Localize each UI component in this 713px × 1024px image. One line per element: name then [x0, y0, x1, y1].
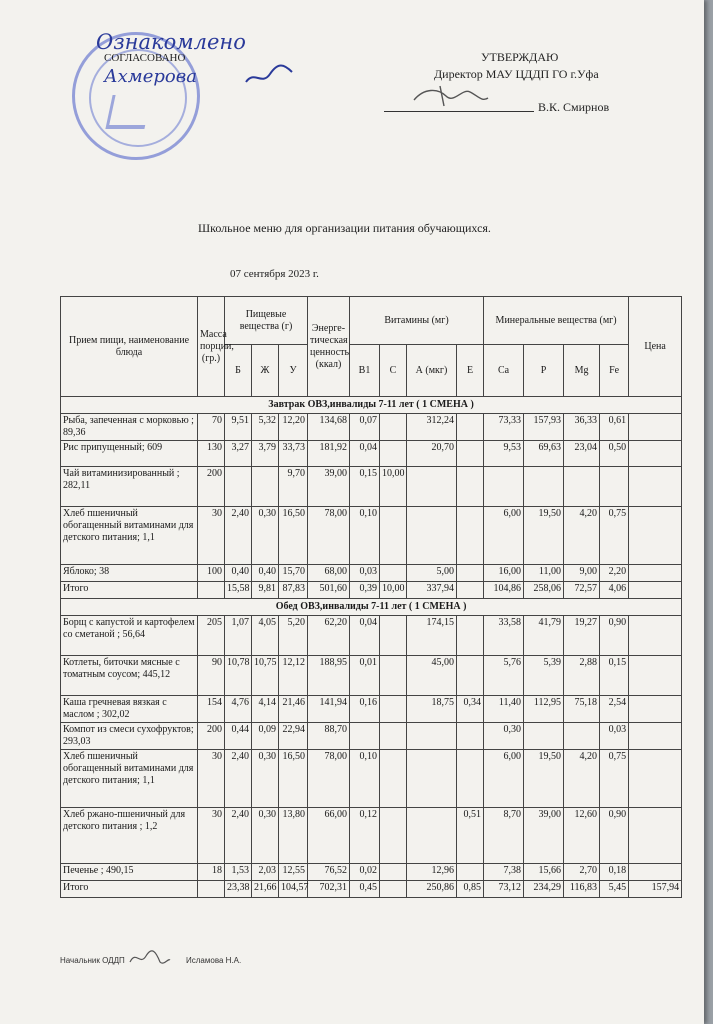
value-cell: 76,52 [308, 864, 350, 881]
value-cell [198, 881, 225, 898]
value-cell: 141,94 [308, 696, 350, 723]
value-cell [629, 582, 682, 599]
value-cell: 2,54 [600, 696, 629, 723]
value-cell: 0,75 [600, 750, 629, 808]
header-b: Б [225, 345, 252, 397]
value-cell: 100 [198, 565, 225, 582]
value-cell: 30 [198, 750, 225, 808]
value-cell: 90 [198, 656, 225, 696]
value-cell: 5,00 [407, 565, 457, 582]
value-cell: 337,94 [407, 582, 457, 599]
value-cell: 19,50 [524, 750, 564, 808]
header-mg: Mg [564, 345, 600, 397]
value-cell [457, 750, 484, 808]
value-cell: 19,27 [564, 616, 600, 656]
value-cell: 0,75 [600, 507, 629, 565]
value-cell: 157,94 [629, 881, 682, 898]
total-row [61, 582, 682, 599]
table-row [61, 467, 682, 507]
value-cell: 0,30 [252, 750, 279, 808]
value-cell: 5,45 [600, 881, 629, 898]
value-cell [629, 467, 682, 507]
value-cell: 78,00 [308, 750, 350, 808]
handwritten-signature-left: Ахмерова [104, 66, 197, 87]
value-cell: 18 [198, 864, 225, 881]
value-cell [457, 441, 484, 467]
value-cell: 16,50 [279, 750, 308, 808]
dish-name-cell: Хлеб пшеничный обогащенный витаминами для детского питания; 1,1 [61, 507, 198, 565]
value-cell: 78,00 [308, 507, 350, 565]
value-cell [225, 467, 252, 507]
value-cell: 0,12 [350, 808, 380, 864]
value-cell: 0,61 [600, 414, 629, 441]
value-cell [629, 723, 682, 750]
document-title: Школьное меню для организации питания обучающихся. [198, 221, 491, 235]
table-row [61, 507, 682, 565]
value-cell [380, 750, 407, 808]
total-row [61, 881, 682, 898]
value-cell [457, 467, 484, 507]
table-row [61, 441, 682, 467]
value-cell [457, 414, 484, 441]
value-cell: 0,44 [225, 723, 252, 750]
value-cell: 62,20 [308, 616, 350, 656]
dish-name-cell: Хлеб ржано-пшеничный для детского питания ; 1,2 [61, 808, 198, 864]
value-cell: 10,75 [252, 656, 279, 696]
header-minerals: Минеральные вещества (мг) [484, 297, 629, 345]
value-cell [457, 864, 484, 881]
value-cell: 41,79 [524, 616, 564, 656]
value-cell [457, 656, 484, 696]
value-cell: 0,90 [600, 616, 629, 656]
value-cell: 0,18 [600, 864, 629, 881]
value-cell [457, 723, 484, 750]
value-cell: 13,80 [279, 808, 308, 864]
value-cell: 0,51 [457, 808, 484, 864]
value-cell: 0,15 [350, 467, 380, 507]
value-cell: 9,53 [484, 441, 524, 467]
value-cell [629, 696, 682, 723]
value-cell: 10,78 [225, 656, 252, 696]
value-cell [524, 467, 564, 507]
value-cell: 5,76 [484, 656, 524, 696]
dish-name-cell: Хлеб пшеничный обогащенный витаминами для детского питания; 1,1 [61, 750, 198, 808]
value-cell: 12,60 [564, 808, 600, 864]
value-cell [380, 864, 407, 881]
value-cell: 10,00 [380, 582, 407, 599]
section-header-row [61, 599, 682, 616]
value-cell: 6,00 [484, 750, 524, 808]
value-cell: 205 [198, 616, 225, 656]
value-cell [629, 808, 682, 864]
value-cell: 188,95 [308, 656, 350, 696]
value-cell: 12,55 [279, 864, 308, 881]
value-cell: 104,57 [279, 881, 308, 898]
value-cell [629, 750, 682, 808]
value-cell: 2,70 [564, 864, 600, 881]
value-cell: 1,53 [225, 864, 252, 881]
value-cell: 0,07 [350, 414, 380, 441]
value-cell: 7,38 [484, 864, 524, 881]
menu-date: 07 сентября 2023 г. [230, 268, 319, 280]
value-cell: 174,15 [407, 616, 457, 656]
footer-name: Исламова Н.А. [186, 956, 242, 965]
dish-name-cell: Котлеты, биточки мясные с томатным соусом; 445,12 [61, 656, 198, 696]
header-a: А (мкг) [407, 345, 457, 397]
value-cell: 0,15 [600, 656, 629, 696]
value-cell [380, 507, 407, 565]
value-cell: 4,20 [564, 750, 600, 808]
value-cell [198, 582, 225, 599]
value-cell: 258,06 [524, 582, 564, 599]
value-cell [629, 864, 682, 881]
handwritten-acknowledged: Ознакомлено [96, 30, 246, 54]
value-cell: 39,00 [524, 808, 564, 864]
header-fe: Fe [600, 345, 629, 397]
value-cell: 0,45 [350, 881, 380, 898]
value-cell [380, 414, 407, 441]
value-cell: 21,66 [252, 881, 279, 898]
header-mass: Масса порции, (гр.) [198, 297, 225, 397]
value-cell: 88,70 [308, 723, 350, 750]
table-row [61, 723, 682, 750]
value-cell: 69,63 [524, 441, 564, 467]
value-cell: 4,76 [225, 696, 252, 723]
header-ca: Са [484, 345, 524, 397]
value-cell [252, 467, 279, 507]
value-cell: 5,20 [279, 616, 308, 656]
value-cell [457, 582, 484, 599]
value-cell: 134,68 [308, 414, 350, 441]
value-cell: 130 [198, 441, 225, 467]
table-row [61, 864, 682, 881]
value-cell: 12,96 [407, 864, 457, 881]
value-cell: 0,90 [600, 808, 629, 864]
value-cell: 0,03 [350, 565, 380, 582]
value-cell: 0,50 [600, 441, 629, 467]
value-cell [629, 414, 682, 441]
dish-name-cell: Рис припущенный; 609 [61, 441, 198, 467]
value-cell: 0,04 [350, 616, 380, 656]
value-cell [380, 881, 407, 898]
value-cell [629, 656, 682, 696]
dish-name-cell: Итого [61, 881, 198, 898]
value-cell [380, 696, 407, 723]
value-cell [407, 808, 457, 864]
value-cell [600, 467, 629, 507]
menu-table [60, 296, 682, 898]
dish-name-cell: Чай витаминизированный ; 282,11 [61, 467, 198, 507]
table-row [61, 808, 682, 864]
value-cell: 0,01 [350, 656, 380, 696]
value-cell: 0,02 [350, 864, 380, 881]
value-cell: 68,00 [308, 565, 350, 582]
director-signature [410, 82, 490, 112]
value-cell: 15,58 [225, 582, 252, 599]
value-cell [629, 565, 682, 582]
value-cell: 9,81 [252, 582, 279, 599]
value-cell: 22,94 [279, 723, 308, 750]
value-cell: 11,40 [484, 696, 524, 723]
value-cell: 20,70 [407, 441, 457, 467]
value-cell: 157,93 [524, 414, 564, 441]
value-cell: 250,86 [407, 881, 457, 898]
header-zh: Ж [252, 345, 279, 397]
value-cell [380, 723, 407, 750]
value-cell: 73,12 [484, 881, 524, 898]
value-cell [629, 507, 682, 565]
table-row [61, 565, 682, 582]
value-cell: 30 [198, 808, 225, 864]
header-price: Цена [629, 297, 682, 397]
value-cell: 87,83 [279, 582, 308, 599]
value-cell: 116,83 [564, 881, 600, 898]
value-cell: 45,00 [407, 656, 457, 696]
value-cell [380, 565, 407, 582]
value-cell [457, 616, 484, 656]
value-cell: 70 [198, 414, 225, 441]
value-cell: 12,20 [279, 414, 308, 441]
header-e: Е [457, 345, 484, 397]
value-cell [484, 467, 524, 507]
value-cell: 0,04 [350, 441, 380, 467]
header-u: У [279, 345, 308, 397]
table-row [61, 750, 682, 808]
value-cell: 0,40 [252, 565, 279, 582]
value-cell [564, 723, 600, 750]
value-cell [629, 441, 682, 467]
dish-name-cell: Печенье ; 490,15 [61, 864, 198, 881]
value-cell: 0,40 [225, 565, 252, 582]
value-cell: 5,39 [524, 656, 564, 696]
table-row [61, 414, 682, 441]
value-cell: 33,58 [484, 616, 524, 656]
value-cell: 0,39 [350, 582, 380, 599]
dish-name-cell: Каша гречневая вязкая с маслом ; 302,02 [61, 696, 198, 723]
value-cell: 200 [198, 723, 225, 750]
header-p: Р [524, 345, 564, 397]
dish-name-cell: Итого [61, 582, 198, 599]
header-meal: Прием пищи, наименование блюда [61, 297, 198, 397]
value-cell: 4,14 [252, 696, 279, 723]
value-cell: 16,00 [484, 565, 524, 582]
section-title: Обед ОВЗ,инвалиды 7-11 лет ( 1 СМЕНА ) [61, 599, 682, 616]
value-cell: 0,10 [350, 750, 380, 808]
value-cell: 4,20 [564, 507, 600, 565]
value-cell: 4,05 [252, 616, 279, 656]
dish-name-cell: Рыба, запеченная с морковью ; 89,36 [61, 414, 198, 441]
value-cell: 73,33 [484, 414, 524, 441]
header-nutrients: Пищевые вещества (г) [225, 297, 308, 345]
value-cell: 2,40 [225, 750, 252, 808]
table-row [61, 696, 682, 723]
header-energy: Энерге-тическая ценность (ккал) [308, 297, 350, 397]
value-cell [407, 723, 457, 750]
value-cell [407, 507, 457, 565]
value-cell: 4,06 [600, 582, 629, 599]
value-cell [524, 723, 564, 750]
value-cell: 2,40 [225, 507, 252, 565]
value-cell: 702,31 [308, 881, 350, 898]
value-cell: 19,50 [524, 507, 564, 565]
dish-name-cell: Борщ с капустой и картофелем со сметаной ; 56,64 [61, 616, 198, 656]
signature-line [384, 111, 534, 112]
value-cell: 15,66 [524, 864, 564, 881]
value-cell: 234,29 [524, 881, 564, 898]
value-cell: 18,75 [407, 696, 457, 723]
value-cell: 3,79 [252, 441, 279, 467]
value-cell: 200 [198, 467, 225, 507]
value-cell: 36,33 [564, 414, 600, 441]
value-cell: 39,00 [308, 467, 350, 507]
value-cell: 2,03 [252, 864, 279, 881]
value-cell: 16,50 [279, 507, 308, 565]
value-cell [564, 467, 600, 507]
value-cell [457, 507, 484, 565]
signature-scribble-left [244, 60, 294, 90]
value-cell: 3,27 [225, 441, 252, 467]
value-cell: 312,24 [407, 414, 457, 441]
header-vitamins: Витамины (мг) [350, 297, 484, 345]
value-cell: 0,30 [252, 507, 279, 565]
approval-left-title: СОГЛАСОВАНО [104, 52, 186, 64]
value-cell: 6,00 [484, 507, 524, 565]
value-cell: 0,30 [484, 723, 524, 750]
value-cell [350, 723, 380, 750]
footer-position: Начальник ОДДП [60, 956, 125, 965]
value-cell [380, 616, 407, 656]
table-row [61, 616, 682, 656]
value-cell: 0,34 [457, 696, 484, 723]
value-cell: 30 [198, 507, 225, 565]
dish-name-cell: Яблоко; 38 [61, 565, 198, 582]
value-cell: 2,20 [600, 565, 629, 582]
value-cell: 12,12 [279, 656, 308, 696]
value-cell [407, 750, 457, 808]
value-cell: 9,00 [564, 565, 600, 582]
value-cell: 501,60 [308, 582, 350, 599]
value-cell: 66,00 [308, 808, 350, 864]
value-cell: 0,09 [252, 723, 279, 750]
value-cell: 1,07 [225, 616, 252, 656]
approval-right-title: УТВЕРЖДАЮ [481, 50, 559, 64]
value-cell [380, 656, 407, 696]
value-cell: 9,70 [279, 467, 308, 507]
header-b1: В1 [350, 345, 380, 397]
value-cell: 2,88 [564, 656, 600, 696]
table-row [61, 656, 682, 696]
value-cell: 0,03 [600, 723, 629, 750]
value-cell: 0,30 [252, 808, 279, 864]
value-cell [629, 616, 682, 656]
value-cell: 112,95 [524, 696, 564, 723]
value-cell: 72,57 [564, 582, 600, 599]
value-cell: 21,46 [279, 696, 308, 723]
value-cell [407, 467, 457, 507]
director-position: Директор МАУ ЦДДП ГО г.Уфа [434, 67, 599, 81]
value-cell: 104,86 [484, 582, 524, 599]
value-cell: 15,70 [279, 565, 308, 582]
value-cell: 23,38 [225, 881, 252, 898]
footer-signature [128, 948, 172, 968]
value-cell: 8,70 [484, 808, 524, 864]
value-cell: 154 [198, 696, 225, 723]
value-cell: 0,16 [350, 696, 380, 723]
section-header-row [61, 397, 682, 414]
value-cell: 2,40 [225, 808, 252, 864]
value-cell: 23,04 [564, 441, 600, 467]
value-cell: 0,85 [457, 881, 484, 898]
value-cell [380, 441, 407, 467]
director-name: В.К. Смирнов [538, 100, 610, 114]
value-cell [380, 808, 407, 864]
section-title: Завтрак ОВЗ,инвалиды 7-11 лет ( 1 СМЕНА ) [61, 397, 682, 414]
value-cell: 75,18 [564, 696, 600, 723]
value-cell [457, 565, 484, 582]
value-cell: 181,92 [308, 441, 350, 467]
value-cell: 0,10 [350, 507, 380, 565]
value-cell: 5,32 [252, 414, 279, 441]
value-cell: 33,73 [279, 441, 308, 467]
value-cell: 9,51 [225, 414, 252, 441]
dish-name-cell: Компот из смеси сухофруктов; 293,03 [61, 723, 198, 750]
header-c: С [380, 345, 407, 397]
value-cell: 10,00 [380, 467, 407, 507]
value-cell: 11,00 [524, 565, 564, 582]
